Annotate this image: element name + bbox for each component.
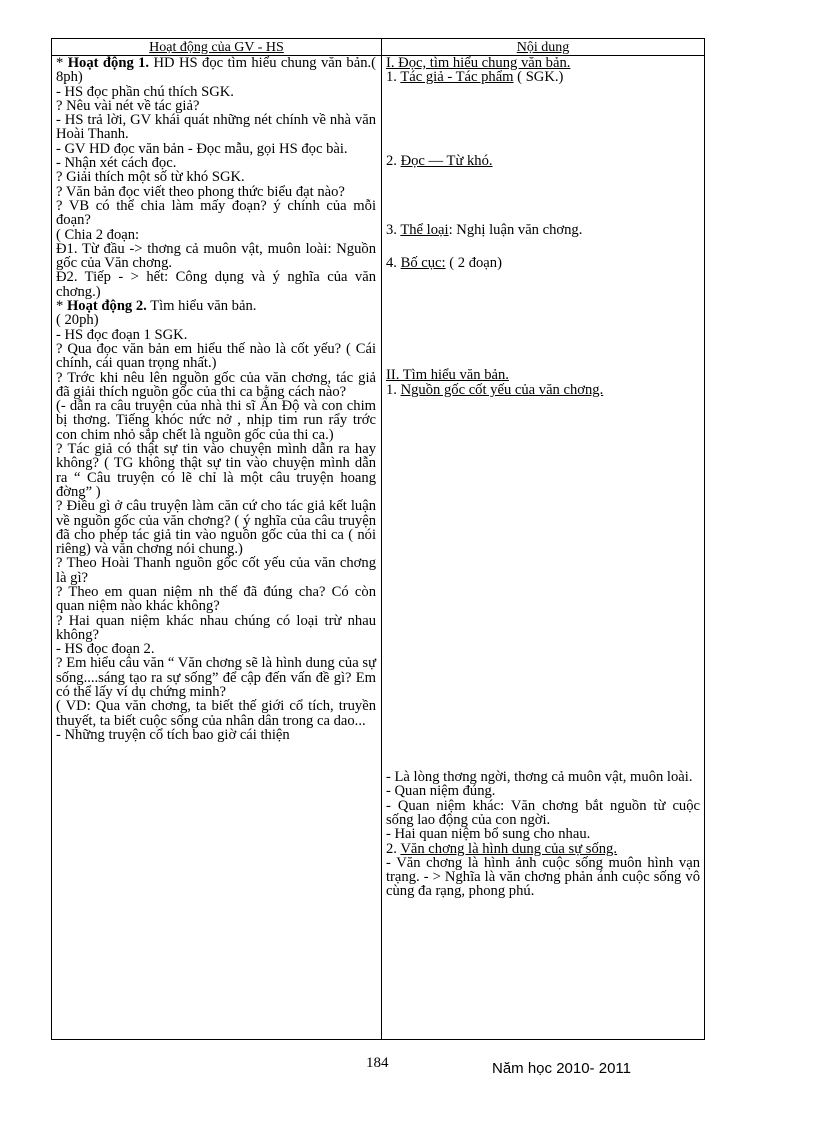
spacer <box>386 85 700 154</box>
content-line: - Hai quan niệm bổ sung cho nhau. <box>386 826 591 843</box>
content-item-author: 1. Tác giả - Tác phẩm ( SGK.) <box>386 69 564 86</box>
activity-line: ? Giải thích một số từ khó SGK. <box>56 169 245 186</box>
content-item-reflection: 2. Văn chơng là hình dung của sự sống. <box>386 840 618 857</box>
content-item-origin: 1. Nguồn gốc cốt yếu của văn chơng. <box>386 381 604 398</box>
column-divider <box>381 39 382 1039</box>
content-line: - Quan niệm đúng. <box>386 783 496 800</box>
activity-line: (- dẫn ra câu truyện của nhà thi sĩ Ấn Độ và con chim bị thơng. Tiếng khóc nức nở , nhịp tim run rẩy trớc con chim nhỏ sắp chết là nguồn gốc của thi ca.) <box>56 398 376 443</box>
spacer <box>386 168 700 223</box>
page-number: 184 <box>366 1055 389 1071</box>
activity-line: ( Chia 2 đoạn: <box>56 226 140 243</box>
lesson-table <box>51 38 705 1040</box>
activity-line: ? Tác giả có thật sự tin vào chuyện mình dẫn ra hay không? ( TG không thật sự tin vào chuyện mình dẫn ra “ Câu truyện có lẽ chỉ là một câu truyện hoang đờng” ) <box>56 441 376 500</box>
spacer <box>386 397 700 770</box>
activity-line: - Những truyện cổ tích bao giờ cái thiện <box>56 726 290 743</box>
content-item-layout: 4. Bố cục: ( 2 đoạn) <box>386 255 502 272</box>
activity-line: ? Qua đọc văn bản em hiểu thế nào là cốt yếu? ( Cái chính, cái quan trọng nhất.) <box>56 340 376 372</box>
activity-line: ? Điều gì ở câu truyện làm căn cứ cho tác giả kết luận về nguồn gốc của văn chơng? ( ý nghĩa của câu truyện đã cho phép tác giả tin vào nguồn gốc của thi ca ( nói riêng) và văn chơng nói chung.) <box>56 498 376 558</box>
header-activities: Hoạt động của GV - HS <box>149 40 284 55</box>
activities-column <box>56 56 376 742</box>
activity-line: - HS đọc đoạn 2. <box>56 641 155 658</box>
activity-line: Đ2. Tiếp - > hết: Công dụng và ý nghĩa của văn chơng.) <box>56 269 376 300</box>
activity-2-heading: * Hoạt động 2. Tìm hiểu văn bản. <box>56 298 257 315</box>
header-content: Nội dung <box>516 40 570 55</box>
content-section-2: II. Tìm hiểu văn bản. <box>386 367 509 384</box>
content-section-1: I. Đọc, tìm hiểu chung văn bản. <box>386 55 571 71</box>
activity-line: ? Trớc khi nêu lên nguồn gốc của văn chơng, tác giả đã giải thích nguồn gốc của thi ca bằng cách nào? <box>56 369 376 400</box>
activity-line: ? Văn bản đọc viết theo phong thức biểu đạt nào? <box>56 183 345 200</box>
school-year: Năm học 2010- 2011 <box>492 1060 631 1077</box>
activity-line: ( 20ph) <box>56 312 99 329</box>
activity-1-heading: * Hoạt động 1. HD HS đọc tìm hiểu chung văn bản.( 8ph) <box>56 55 376 86</box>
activity-line: - HS đọc phần chú thích SGK. <box>56 83 234 100</box>
activity-line: - GV HD đọc văn bản - Đọc mẫu, gọi HS đọc bài. <box>56 140 348 157</box>
activity-line: ? Nêu vài nét về tác giả? <box>56 97 200 114</box>
spacer <box>386 270 700 368</box>
activity-line: ? Theo Hoài Thanh nguồn gốc cốt yếu của văn chơng là gì? <box>56 555 376 586</box>
activity-line: ( VD: Qua văn chơng, ta biết thế giới cổ tích, truyền thuyết, ta biết cuộc sống của nhân dân trong ca dao... <box>56 698 376 729</box>
activity-line: ? Hai quan niệm khác nhau chúng có loại trừ nhau không? <box>56 612 376 643</box>
content-item-genre: 3. Thể loại: Nghị luận văn chơng. <box>386 221 583 238</box>
activity-line: ? VB có thể chia làm mấy đoạn? ý chính của mỗi đoạn? <box>56 197 376 229</box>
content-column <box>386 56 700 899</box>
content-item-reading: 2. Đọc — Từ khó. <box>386 152 493 169</box>
activity-line: - Nhận xét cách đọc. <box>56 155 177 172</box>
activity-line: - HS trả lời, GV khái quát những nét chính về nhà văn Hoài Thanh. <box>56 112 376 143</box>
content-line: - Văn chơng là hình ảnh cuộc sống muôn hình vạn trạng. - > Nghĩa là văn chơng phản ánh cuộc sống vô cùng đa rạng, phong phú. <box>386 854 700 900</box>
content-line: - Quan niệm khác: Văn chơng bắt nguồn từ cuộc sống lao động của con ngời. <box>386 797 700 828</box>
activity-line: ? Theo em quan niệm nh thế đã đúng cha? Có còn quan niệm nào khác không? <box>56 583 376 615</box>
activity-line: Đ1. Từ đầu -> thơng cả muôn vật, muôn loài: Nguồn gốc của Văn chơng. <box>56 240 376 272</box>
content-line: - Là lòng thơng ngời, thơng cả muôn vật, muôn loài. <box>386 769 693 786</box>
spacer <box>386 237 700 256</box>
activity-line: - HS đọc đoạn 1 SGK. <box>56 326 188 343</box>
activity-line: ? Em hiểu câu văn “ Văn chơng sẽ là hình dung của sự sống....sáng tạo ra sự sống” để cập đến vấn đề gì? Em có thể lấy ví dụ chứng minh? <box>56 655 376 701</box>
